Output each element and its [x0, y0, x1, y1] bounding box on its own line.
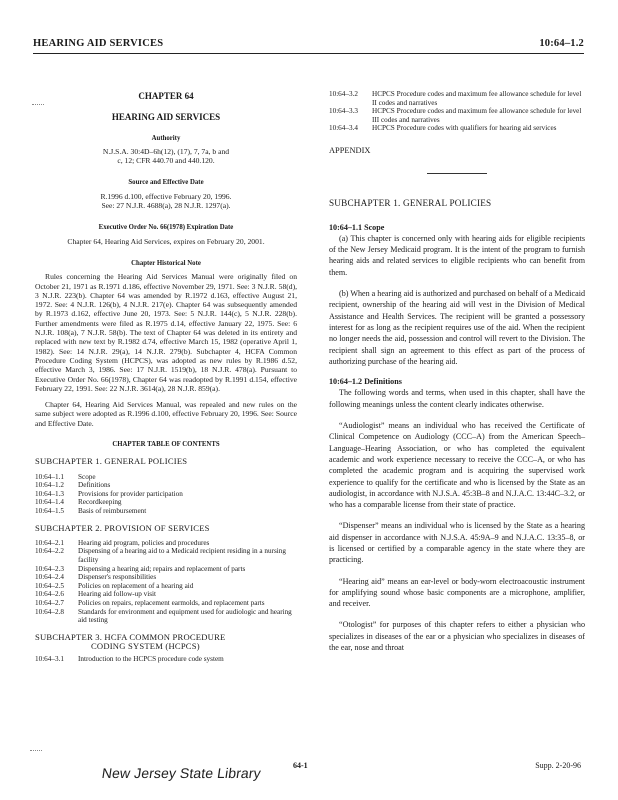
definition-hearing-aid: “Hearing aid” means an ear-level or body-worn electroacoustic instrument for amplifying sound whose basic components are a microphone, amplifier, and receiver. — [329, 576, 585, 609]
toc-entry: 10:64–3.2 HCPCS Procedure codes and maximum fee allowance schedule for level II codes and narratives — [329, 90, 582, 107]
source-heading: Source and Effective Date — [128, 179, 204, 187]
toc-entry: 10:64–1.5 Basis of reimbursement — [35, 506, 147, 515]
authority-line: N.J.S.A. 30:4D–6h(12), (17), 7, 7a, b and — [102, 146, 230, 156]
authority-heading: Authority — [151, 134, 181, 142]
appendix-label: APPENDIX — [329, 145, 371, 155]
library-stamp: New Jersey State Library — [100, 765, 262, 781]
left-column — [35, 90, 297, 664]
toc-entry: 10:64–2.8 Standards for environment and equipment used for audiologic and hearing aid testing — [35, 607, 292, 625]
page-number: 64-1 — [293, 761, 308, 770]
toc-heading: CHAPTER TABLE OF CONTENTS — [112, 441, 220, 449]
toc-entry: 10:64–2.6 Hearing aid follow-up visit — [35, 590, 157, 599]
toc-entry: 10:64–3.3 HCPCS Procedure codes and maximum fee allowance schedule for level III codes and narratives — [329, 107, 582, 124]
toc-entry: 10:64–2.3 Dispensing a hearing aid; repairs and replacement of parts — [35, 564, 246, 573]
source-line: See: 27 N.J.R. 4688(a), 28 N.J.R. 1297(a). — [101, 201, 231, 211]
running-header — [33, 38, 584, 52]
toc-entry: 10:64–2.5 Policies on replacement of a hearing aid — [35, 581, 194, 590]
toc-entry: 10:64–2.1 Hearing aid program, policies and procedures — [35, 538, 210, 547]
margin-mark — [30, 750, 42, 751]
right-column — [329, 90, 585, 653]
toc-list — [35, 473, 183, 516]
header-section-number: 10:64–1.2 — [539, 38, 584, 49]
authority-line: c, 12; CFR 440.70 and 440.120. — [117, 156, 215, 166]
toc-subchapter-heading: SUBCHAPTER 3. HCFA COMMON PROCEDURE — [35, 631, 226, 642]
definition-otologist: “Otologist” for purposes of this chapter refers to either a physician who specializes in diseases of the ear or a physician who specializes in diseases of the ear, nose and throat — [329, 620, 585, 653]
toc-list — [35, 655, 224, 664]
toc-entry: 10:64–1.4 Recordkeeping — [35, 498, 122, 507]
toc-list — [35, 539, 297, 625]
toc-subchapter-heading: SUBCHAPTER 2. PROVISION OF SERVICES — [35, 522, 210, 533]
toc-entry: 10:64–1.2 Definitions — [35, 481, 111, 490]
subchapter-title: SUBCHAPTER 1. GENERAL POLICIES — [329, 198, 492, 209]
toc-entry: 10:64–1.1 Scope — [35, 472, 96, 481]
body-paragraph: The following words and terms, when used in this chapter, shall have the following meanings unless the content clearly indicates otherwise. — [329, 388, 585, 409]
historical-note-paragraph: Rules concerning the Hearing Aid Services Manual were originally filed on October 21, 1971 as R.1971 d.186, effective November 29, 1971. See: 3 N.J.R. 58(d), 3 N.J.R. 223(b). Chapter 64 was amended by R.1972 d.163, effective August 21, 1972. See: 4 N.J.R. 126(b), 4 N.J.R. 217(e). Chapter 64 was subsequently amended by R.1973 d.162, effective June 20, 1973. See: 5 N.J.R. 144(c), 5 N.J.R. 228(b). Further amendments were filed as R.1975 d.14, effective January 22, 1975. See: 6 N.J.R. 108(a), 7 N.J.R. 58(b). The text of Chapter 64 was deleted in its entirety and replaced with new text by R.1982 d.74, effective March 15, 1982 (operative April 1, 1982). See: 14 N.J.R. 29(a), 14 N.J.R. 279(b). Subchapter 4, HCFA Common Procedure Coding System (HCPCS), was adopted as new rules by R.1986 d.52, effective March 3, 1986. See: 17 N.J.R. 1519(b), 18 N.J.R. 478(a). Pursuant to Executive Order No. 66(1978), Chapter 64 was readopted by R.1991 d.154, effective February 22, 1991. See: 22 N.J.R. 3614(a), 28 N.J.R. 859(a). — [35, 272, 297, 393]
definition-dispenser: “Dispenser” means an individual who is licensed by the State as a hearing aid dispenser in accordance with N.J.S.A. 45:9A–9 and N.J.A.C. 13:35–8, or is licensed or certified by a comparable agency in the state where they are practicing. — [329, 521, 585, 565]
supplement-date: Supp. 2-20-96 — [535, 761, 581, 770]
historical-note-paragraph: Chapter 64, Hearing Aid Services Manual, was repealed and new rules on the same subject were adopted as R.1996 d.100, effective February 20, 1996. See: Source and Effective Date. — [35, 400, 297, 428]
section-heading: 10:64–1.2 Definitions — [329, 377, 402, 387]
toc-entry: 10:64–3.1 Introduction to the HCPCS procedure code system — [35, 655, 224, 664]
section-divider — [427, 173, 487, 174]
toc-subchapter-heading: SUBCHAPTER 1. GENERAL POLICIES — [35, 456, 188, 467]
executive-order-heading: Executive Order No. 66(1978) Expiration Date — [98, 224, 234, 232]
section-heading: 10:64–1.1 Scope — [329, 222, 385, 232]
body-paragraph: (a) This chapter is concerned only with hearing aids for eligible recipients of the New Jersey Medicaid program. It is the intent of the program to furnish hearing aids and related services to eligible recipients who can benefit from them. — [329, 233, 585, 277]
historical-note-heading: Chapter Historical Note — [131, 259, 201, 267]
body-paragraph: (b) When a hearing aid is authorized and purchased on behalf of a Medicaid recipient, ownership of the hearing aid will vest in the Division of Medical Assistance and Health Services. The recipient will be granted a possessory interest for as long as the recipient requires use of the aid. When the recipient no longer needs the aid, possession and control will revert to the Division. The recipient shall sign an agreement to this effect as part of the process of authorizing purchase of the hearing aid. — [329, 289, 585, 366]
toc-entry: 10:64–2.7 Policies on repairs, replacement earmolds, and replacement parts — [35, 599, 265, 608]
header-title: HEARING AID SERVICES — [33, 38, 164, 49]
toc-list — [329, 90, 585, 133]
definition-audiologist: “Audiologist” means an individual who has received the Certificate of Clinical Competence on Audiology (CCC–A) from the American Speech–Language–Hearing Association, or who has completed the equivalent academic and work experience necessary to receive the CCC–A, or who has completed the academic program and is acquiring the supervised work experience to qualify for the certificate and who is licensed by the State as an audiologist, in accordance with N.J.S.A. 45:3B–8 and N.J.A.C. 13:44C–3.2, or who has a comparable license from their state of practice. — [329, 421, 585, 510]
toc-entry: 10:64–1.3 Provisions for provider participation — [35, 489, 183, 498]
toc-entry: 10:64–3.4 HCPCS Procedure codes with qualifiers for hearing aid services — [329, 124, 557, 133]
toc-entry: 10:64–2.2 Dispensing of a hearing aid to a Medicaid recipient residing in a nursing facility — [35, 547, 286, 565]
chapter-number: CHAPTER 64 — [138, 91, 194, 101]
source-line: R.1996 d.100, effective February 20, 1996. — [100, 191, 232, 201]
executive-order-text: Chapter 64, Hearing Aid Services, expires on February 20, 2001. — [67, 236, 265, 246]
chapter-title: HEARING AID SERVICES — [111, 112, 221, 123]
header-rule — [33, 53, 584, 54]
toc-entry: 10:64–2.4 Dispenser's responsibilities — [35, 573, 157, 582]
toc-subchapter-heading-cont: CODING SYSTEM (HCPCS) — [91, 641, 200, 652]
